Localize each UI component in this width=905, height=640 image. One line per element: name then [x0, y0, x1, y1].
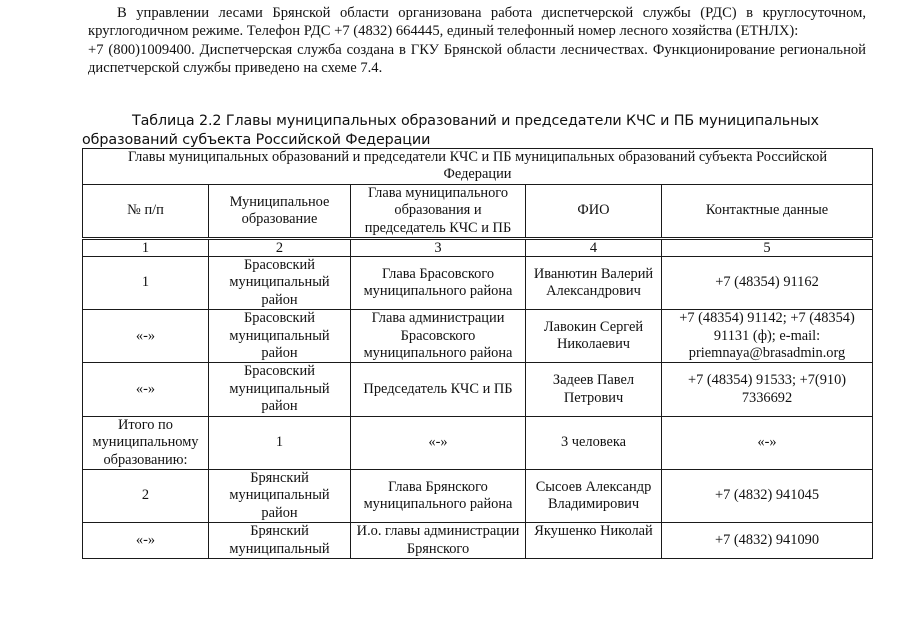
table-title: Главы муниципальных образований и председатели КЧС и ПБ муниципальных образований субъекта Российской Федерации [83, 149, 873, 185]
column-number: 3 [351, 239, 526, 257]
cell-full-name: Лавокин Сергей Николаевич [526, 310, 662, 363]
header-head: Глава муниципального образования и председатель КЧС и ПБ [351, 184, 526, 238]
cell-full-name: Иванютин Валерий Александрович [526, 257, 662, 310]
column-number-row [83, 239, 873, 257]
header-name: ФИО [526, 184, 662, 238]
table-row [83, 469, 873, 522]
cell-full-name: Якушенко Николай [526, 523, 662, 559]
cell-municipality: Брасовский муниципальный район [209, 257, 351, 310]
cell-municipality: Брасовский муниципальный район [209, 363, 351, 416]
cell-position: Глава администрации Брасовского муниципального района [351, 310, 526, 363]
cell-number: «-» [83, 363, 209, 416]
cell-municipality: Брянский муниципальный [209, 523, 351, 559]
table-row [83, 363, 873, 416]
table-header-row [83, 184, 873, 238]
cell-position: Председатель КЧС и ПБ [351, 363, 526, 416]
cell-total-contacts: «-» [662, 416, 873, 469]
table-title-row [83, 149, 873, 185]
cell-number: «-» [83, 523, 209, 559]
table-row [83, 523, 873, 559]
table-caption: Таблица 2.2 Главы муниципальных образований и председатели КЧС и ПБ муниципальных образований субъекта Российской Федерации [82, 113, 819, 148]
table-row [83, 310, 873, 363]
column-number: 1 [83, 239, 209, 257]
cell-position: И.о. главы администрации Брянского [351, 523, 526, 559]
cell-contacts: +7 (48354) 91162 [662, 257, 873, 310]
cell-contacts: +7 (4832) 941045 [662, 469, 873, 522]
intro-text [88, 4, 866, 78]
heads-table [82, 148, 873, 559]
cell-contacts: +7 (48354) 91533; +7(910) 7336692 [662, 363, 873, 416]
cell-total-position: «-» [351, 416, 526, 469]
header-number: № п/п [83, 184, 209, 238]
cell-municipality: Брасовский муниципальный район [209, 310, 351, 363]
table-row [83, 257, 873, 310]
cell-full-name: Сысоев Александр Владимирович [526, 469, 662, 522]
intro-paragraph-2: +7 (800)1009400. Диспетчерская служба создана в ГКУ Брянской области лесничествах. Функционирование региональной диспетчерской службы приведено на схеме 7.4. [88, 41, 866, 77]
cell-total-people: 3 человека [526, 416, 662, 469]
table-row-total [83, 416, 873, 469]
cell-contacts: +7 (48354) 91142; +7 (48354) 91131 (ф); e-mail: priemnaya@brasadmin.org [662, 310, 873, 363]
intro-paragraph-1: В управлении лесами Брянской области организована работа диспетчерской службы (РДС) в круглосуточном, круглогодичном режиме. Телефон РДС +7 (4832) 664445, единый телефонный номер лесного хозяйства (ЕТНЛХ): [88, 5, 866, 40]
cell-full-name: Задеев Павел Петрович [526, 363, 662, 416]
cell-municipality: Брянский муниципальный район [209, 469, 351, 522]
cell-total-label: Итого по муниципальному образованию: [83, 416, 209, 469]
cell-contacts: +7 (4832) 941090 [662, 523, 873, 559]
cell-position: Глава Брянского муниципального района [351, 469, 526, 522]
cell-number: 2 [83, 469, 209, 522]
header-municipality: Муниципальное образование [209, 184, 351, 238]
header-contacts: Контактные данные [662, 184, 873, 238]
cell-number: «-» [83, 310, 209, 363]
cell-position: Глава Брасовского муниципального района [351, 257, 526, 310]
column-number: 4 [526, 239, 662, 257]
cell-number: 1 [83, 257, 209, 310]
cell-total-count: 1 [209, 416, 351, 469]
column-number: 5 [662, 239, 873, 257]
column-number: 2 [209, 239, 351, 257]
